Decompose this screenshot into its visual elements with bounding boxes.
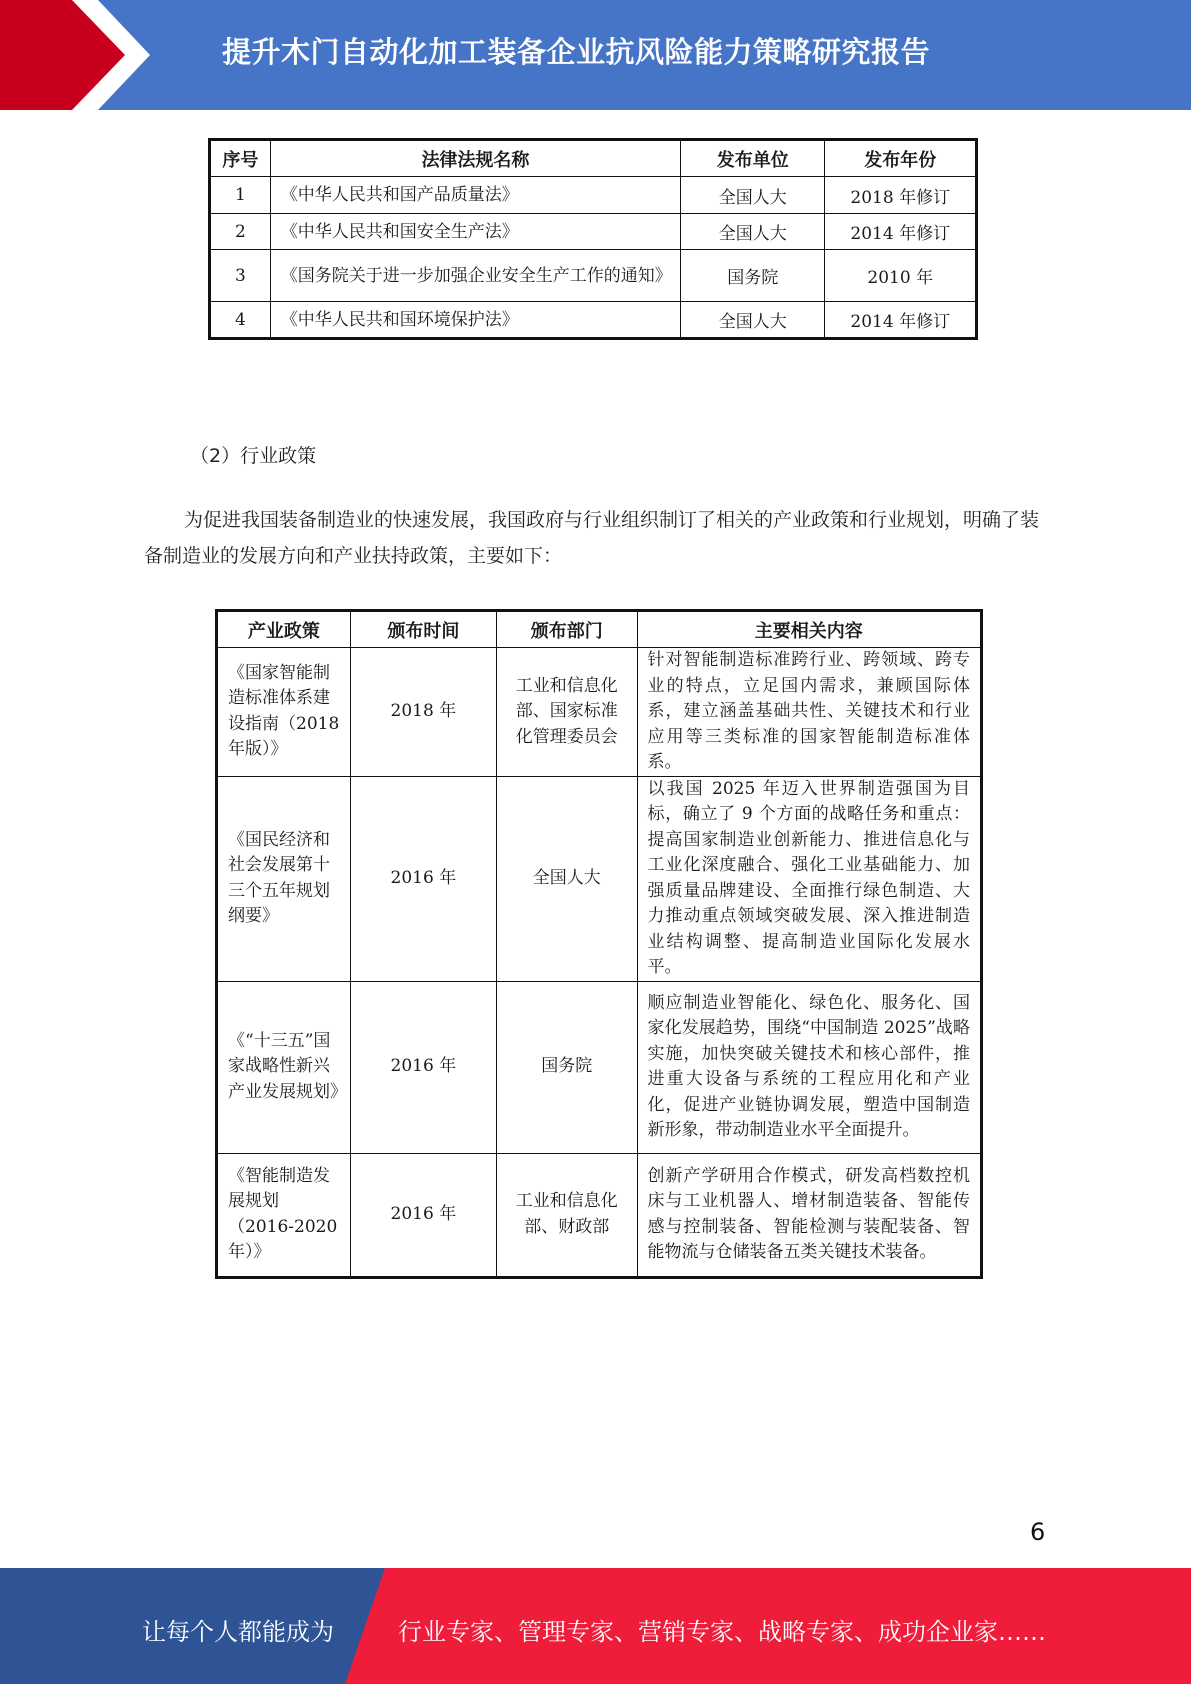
table-row <box>217 648 982 777</box>
table-row <box>217 1153 982 1277</box>
laws-table <box>208 138 978 340</box>
table-row <box>217 981 982 1153</box>
policy-time: 2016 年 <box>350 981 496 1153</box>
table-header-row <box>210 140 977 177</box>
column-header: 主要相关内容 <box>637 611 981 648</box>
section-subheading: （2）行业政策 <box>190 445 317 467</box>
law-name: 《中华人民共和国产品质量法》 <box>270 177 680 214</box>
policy-name: 《国民经济和社会发展第十三个五年规划纲要》 <box>217 776 351 981</box>
policy-name: 《“十三五”国家战略性新兴产业发展规划》 <box>217 981 351 1153</box>
row-number: 1 <box>210 177 271 214</box>
policy-dept: 全国人大 <box>497 776 637 981</box>
table-row <box>210 177 977 214</box>
footer-slogan-right: 行业专家、管理专家、营销专家、战略专家、成功企业家…… <box>398 1618 1046 1646</box>
column-header: 发布单位 <box>681 140 825 177</box>
policy-name: 《智能制造发展规划（2016-2020年）》 <box>217 1153 351 1277</box>
column-header: 法律法规名称 <box>270 140 680 177</box>
law-year: 2018 年修订 <box>825 177 977 214</box>
policy-content: 以我国 2025 年迈入世界制造强国为目标，确立了 9 个方面的战略任务和重点：提高国家制造业创新能力、推进信息化与工业化深度融合、强化工业基础能力、加强质量品牌建设、全面推行绿色制造、大力推动重点领域突破发展、深入推进制造业结构调整、提高制造业国际化发展水平。 <box>637 776 981 981</box>
law-year: 2014 年修订 <box>825 214 977 250</box>
column-header: 发布年份 <box>825 140 977 177</box>
table-row <box>210 214 977 250</box>
policy-table <box>215 609 983 1279</box>
column-header: 序号 <box>210 140 271 177</box>
law-year: 2014 年修订 <box>825 302 977 339</box>
policy-dept: 国务院 <box>497 981 637 1153</box>
row-number: 4 <box>210 302 271 339</box>
section-paragraph: 为促进我国装备制造业的快速发展，我国政府与行业组织制订了相关的产业政策和行业规划，明确了装备制造业的发展方向和产业扶持政策，主要如下： <box>144 509 1040 567</box>
report-title: 提升木门自动化加工装备企业抗风险能力策略研究报告 <box>222 35 931 69</box>
policy-content: 顺应制造业智能化、绿色化、服务化、国家化发展趋势，围绕“中国制造 2025”战略实施，加快突破关键技术和核心部件，推进重大设备与系统的工程应用化和产业化，促进产业链协调发展，塑造中国制造新形象，带动制造业水平全面提升。 <box>637 981 981 1153</box>
policy-time: 2016 年 <box>350 1153 496 1277</box>
policy-dept: 工业和信息化部、国家标准化管理委员会 <box>497 648 637 777</box>
header-arrow-icon <box>0 0 160 110</box>
table-row <box>210 302 977 339</box>
law-issuer: 国务院 <box>681 250 825 302</box>
law-issuer: 全国人大 <box>681 302 825 339</box>
policy-content: 针对智能制造标准跨行业、跨领域、跨专业的特点，立足国内需求，兼顾国际体系，建立涵盖基础共性、关键技术和行业应用等三类标准的国家智能制造标准体系。 <box>637 648 981 777</box>
page-number: 6 <box>1030 1518 1046 1546</box>
policy-content: 创新产学研用合作模式，研发高档数控机床与工业机器人、增材制造装备、智能传感与控制装备、智能检测与装配装备、智能物流与仓储装备五类关键技术装备。 <box>637 1153 981 1277</box>
table-header-row <box>217 611 982 648</box>
law-name: 《国务院关于进一步加强企业安全生产工作的通知》 <box>270 250 680 302</box>
policy-name: 《国家智能制造标准体系建设指南（2018年版）》 <box>217 648 351 777</box>
law-name: 《中华人民共和国安全生产法》 <box>270 214 680 250</box>
table-row <box>217 776 982 981</box>
law-year: 2010 年 <box>825 250 977 302</box>
row-number: 3 <box>210 250 271 302</box>
column-header: 颁布部门 <box>497 611 637 648</box>
law-name: 《中华人民共和国环境保护法》 <box>270 302 680 339</box>
law-issuer: 全国人大 <box>681 177 825 214</box>
footer-slogan-left: 让每个人都能成为 <box>142 1618 334 1646</box>
row-number: 2 <box>210 214 271 250</box>
table-row <box>210 250 977 302</box>
column-header: 产业政策 <box>217 611 351 648</box>
policy-time: 2016 年 <box>350 776 496 981</box>
policy-time: 2018 年 <box>350 648 496 777</box>
law-issuer: 全国人大 <box>681 214 825 250</box>
policy-dept: 工业和信息化部、财政部 <box>497 1153 637 1277</box>
column-header: 颁布时间 <box>350 611 496 648</box>
page-header <box>0 0 1191 110</box>
